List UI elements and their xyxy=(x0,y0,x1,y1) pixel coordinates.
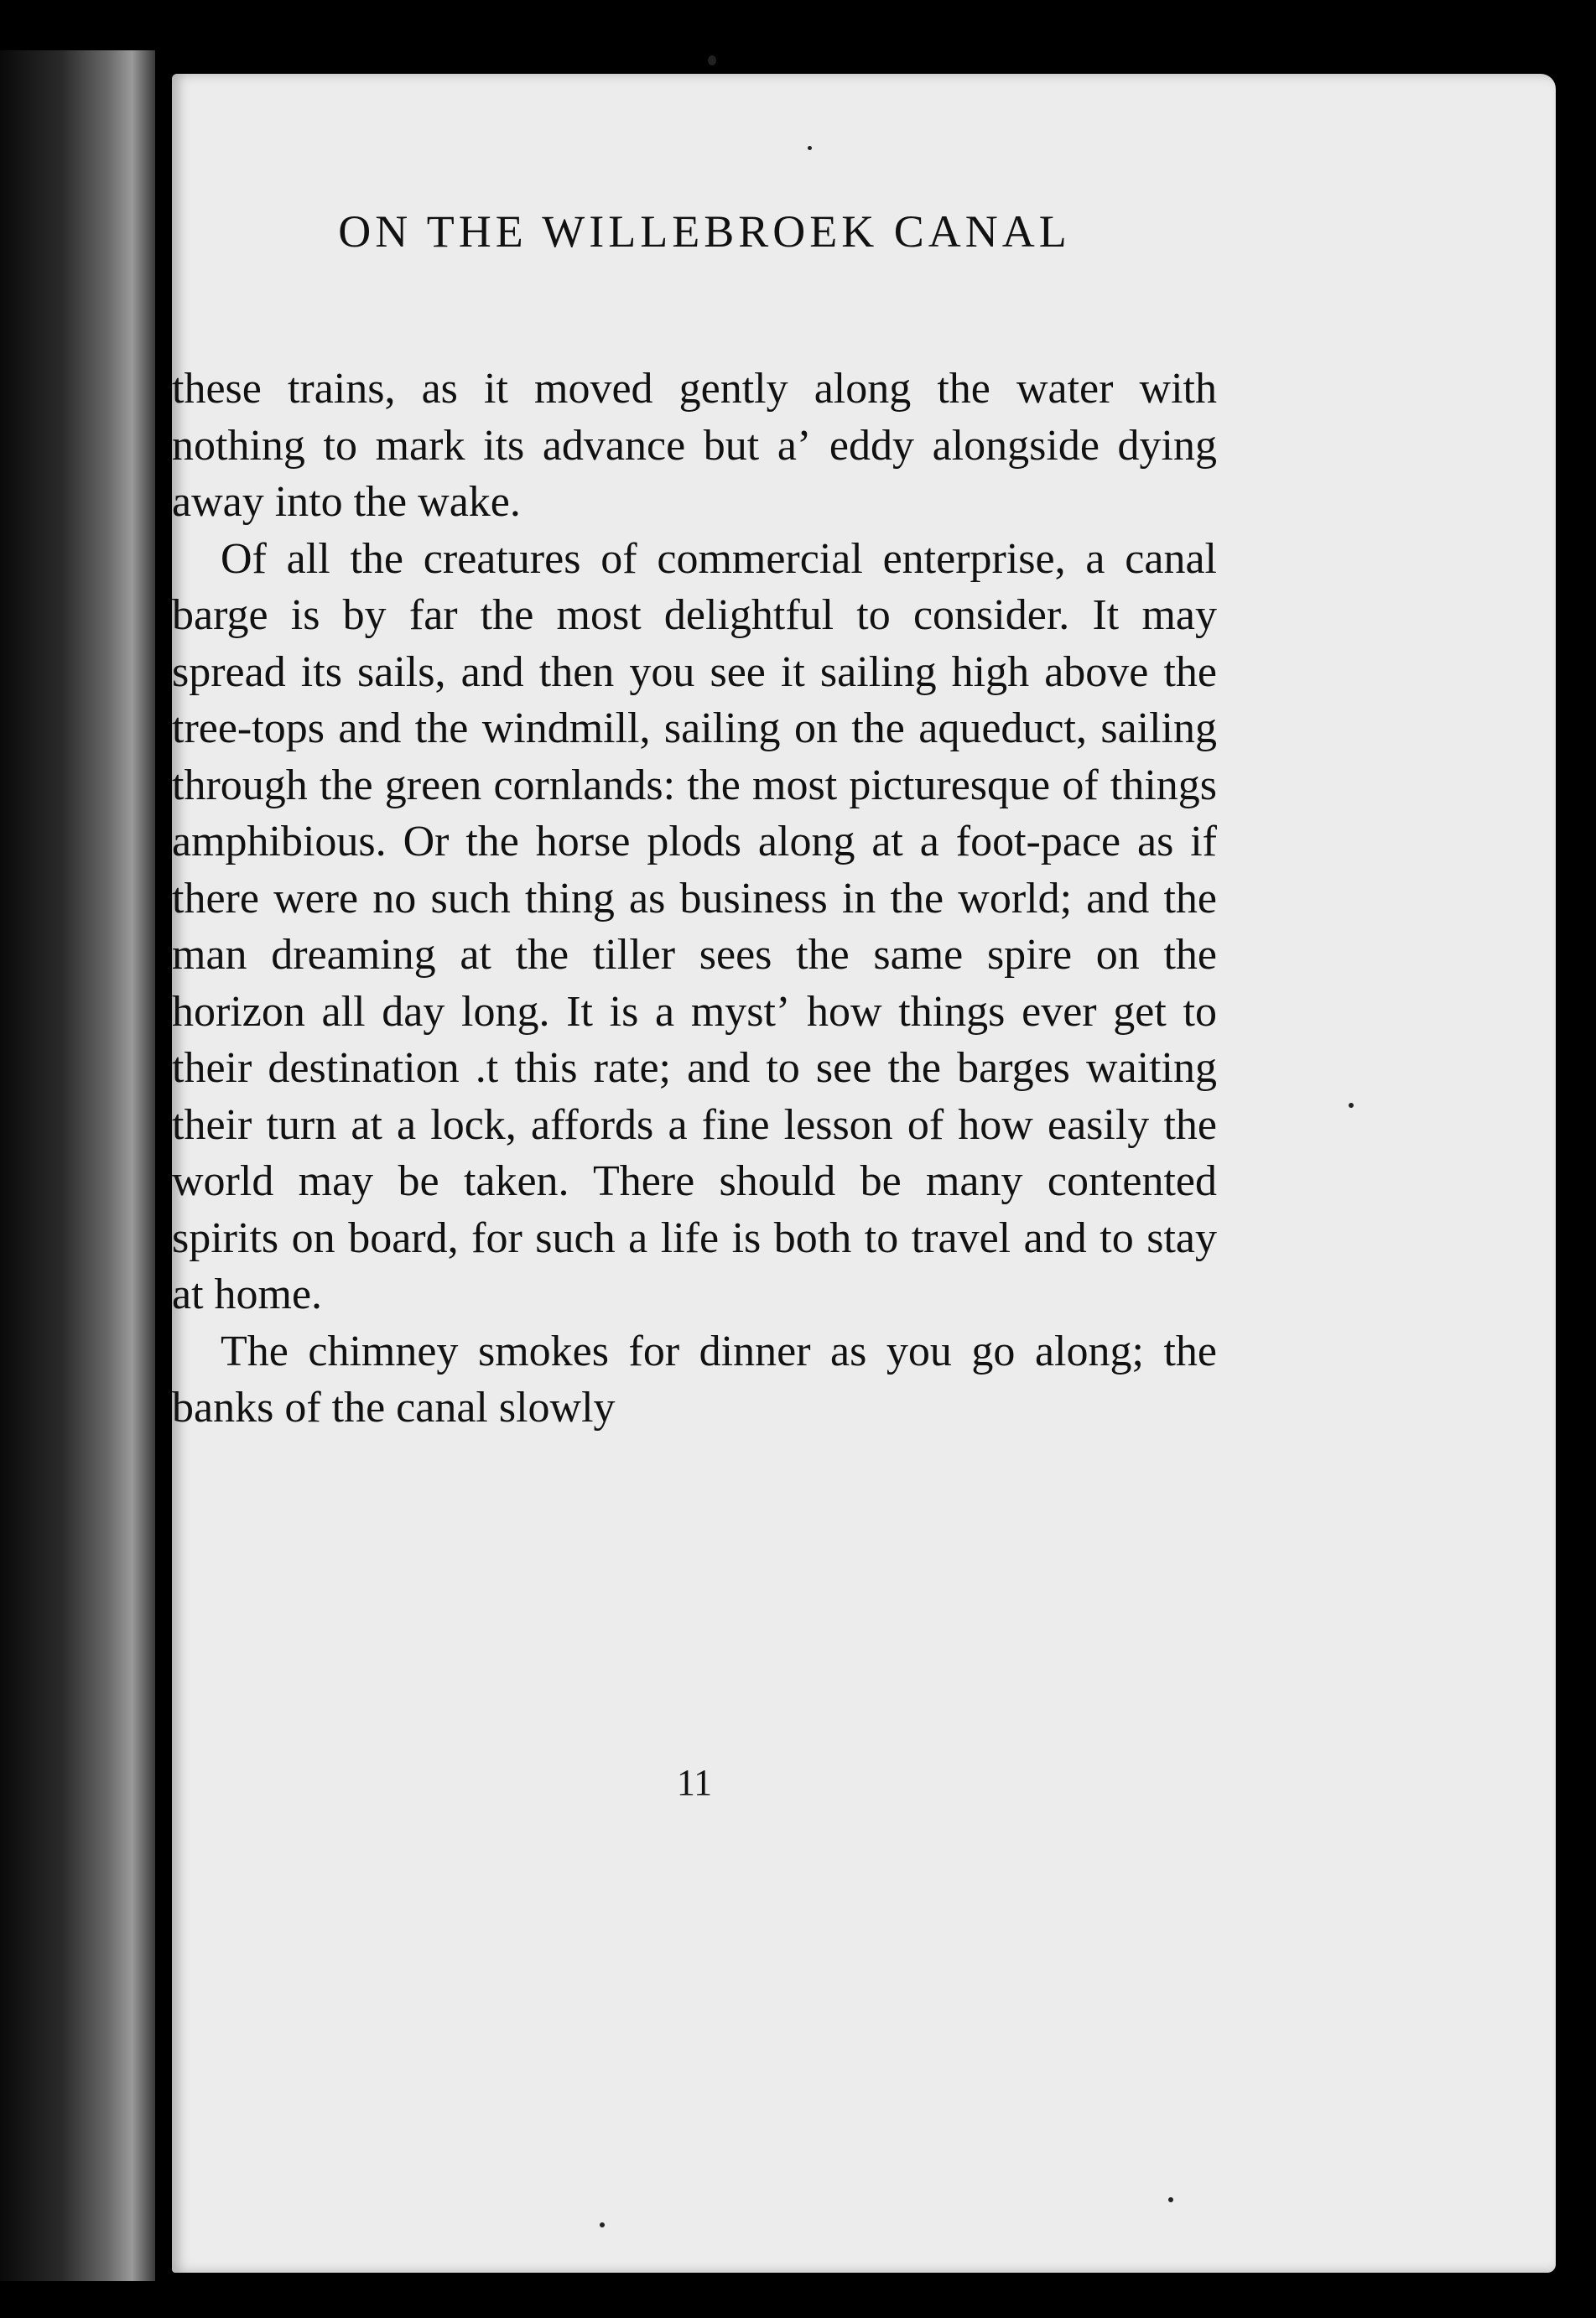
body-text xyxy=(172,361,1217,1437)
ink-speck xyxy=(1349,1103,1354,1108)
paragraph: The chimney smokes for dinner as you go along; the banks of the canal slowly xyxy=(172,1327,1217,1432)
book-spine xyxy=(0,50,155,2281)
paragraph: Of all the creatures of commercial enterprise, a canal barge is by far the most delightful to consider. It may spread its sails, and then you see it sailing high above the tree-tops and the windmill, sailing on the aqueduct, sailing through the green cornlands: the most picturesque of things amphibious. Or the horse plods along at a foot-pace as if there were no such thing as business in the world; and the man dreaming at the tiller sees the same spire on the horizon all day long. It is a mystʼ how things ever get to their destination .t this rate; and to see the barges waiting their turn at a lock, affords a fine lesson of how easily the world may be taken. There should be many contented spirits on board, for such a life is both to travel and to stay at home. xyxy=(172,534,1217,1318)
paragraph: these trains, as it moved gently along the water with nothing to mark its advance but aʼ eddy alongside dying away into the wake. xyxy=(172,365,1217,526)
page-number: 11 xyxy=(676,1762,713,1803)
ink-speck xyxy=(708,55,716,65)
running-head: ON THE WILLEBROEK CANAL xyxy=(338,206,1071,257)
ink-speck xyxy=(600,2222,605,2227)
ink-speck xyxy=(1168,2197,1173,2202)
ink-speck xyxy=(808,146,812,150)
